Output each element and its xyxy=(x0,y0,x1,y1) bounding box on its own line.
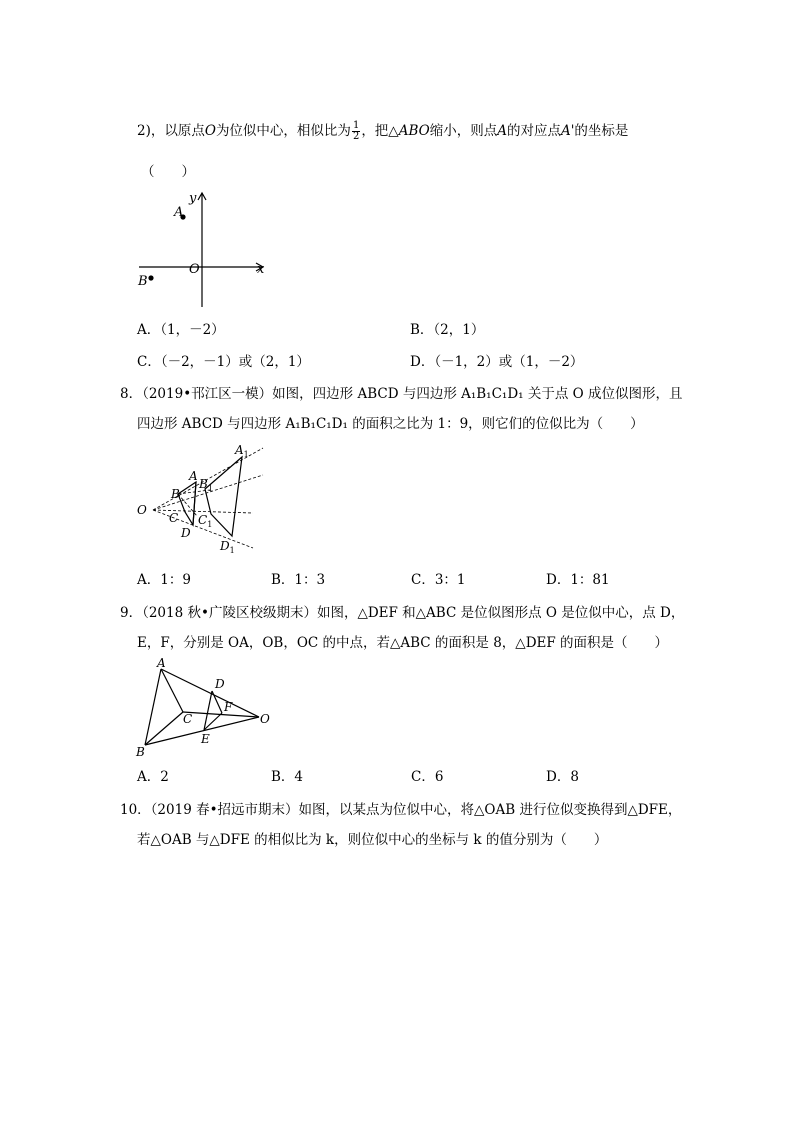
label-b1-sub: 1 xyxy=(207,484,213,493)
fraction-numerator: 1 xyxy=(352,120,360,131)
q7-text-aprime: A' xyxy=(560,123,575,139)
label-c: C xyxy=(183,712,193,726)
q8-line2: 四边形 ABCD 与四边形 A₁B₁C₁D₁ 的面积之比为 1：9，则它们的位似比为（ ） xyxy=(137,416,644,432)
q7-answer-paren: （ ） xyxy=(141,164,195,180)
label-b: B xyxy=(138,274,148,289)
label-o: O xyxy=(137,503,147,517)
dashed-rays xyxy=(153,448,263,548)
label-a: A xyxy=(174,205,184,220)
label-y: y xyxy=(189,191,197,206)
q7-text-abo: ABO xyxy=(398,123,430,139)
label-d: D xyxy=(215,677,225,691)
q10-line1: 10．（2019 春•招远市期末）如图，以某点为位似中心，将△OAB 进行位似变换得到△DFE， xyxy=(120,802,682,818)
q7-text-a: 2)，以原点 xyxy=(137,123,205,139)
q7-text-f: 的坐标是 xyxy=(574,123,629,139)
q8-homothety-figure xyxy=(135,440,275,560)
q9-option-d: D．8 xyxy=(546,769,579,785)
point-b xyxy=(148,275,153,280)
q7-option-b: B．（2，1） xyxy=(410,322,485,338)
q8-option-b: B．1：3 xyxy=(271,572,326,588)
q7-text-a2: A xyxy=(497,123,507,139)
label-b1 xyxy=(198,477,213,493)
q7-text-b: 为位似中心，相似比为 xyxy=(215,123,351,139)
label-c1 xyxy=(198,513,212,529)
label-f: F xyxy=(224,700,233,714)
triangle-def xyxy=(204,691,222,730)
label-e: E xyxy=(201,732,210,746)
q8-option-d: D．1：81 xyxy=(546,572,610,588)
label-c1-sub: 1 xyxy=(207,520,213,529)
q7-text-c: ，把△ xyxy=(361,123,399,139)
label-d1 xyxy=(219,539,235,555)
q9-homothety-figure xyxy=(135,655,285,765)
q9-line2: E，F，分别是 OA，OB，OC 的中点，若△ABC 的面积是 8，△DEF 的面积是（ ） xyxy=(137,635,669,651)
label-d1-letter: D xyxy=(220,539,230,553)
label-b: B xyxy=(136,745,145,759)
q9-option-c: C．6 xyxy=(411,769,444,785)
label-c: C xyxy=(169,511,179,525)
fraction-denominator: 2 xyxy=(352,131,360,142)
q10-line2: 若△OAB 与△DFE 的相似比为 k，则位似中心的坐标与 k 的值分别为（ ） xyxy=(137,832,608,848)
q7-text-d: 缩小，则点 xyxy=(429,123,498,139)
q9-option-a: A．2 xyxy=(137,769,169,785)
label-d: D xyxy=(181,526,191,540)
label-o: O xyxy=(260,712,270,726)
q8-option-a: A．1：9 xyxy=(137,572,191,588)
q9-line1: 9．（2018 秋•广陵区校级期末）如图，△DEF 和△ABC 是位似图形点 O 是位似中心，点 D， xyxy=(120,605,685,621)
q7-text-e: 的对应点 xyxy=(506,123,561,139)
label-a1 xyxy=(234,443,249,459)
segment-a-d xyxy=(193,482,196,525)
q7-coordinate-figure xyxy=(135,185,275,315)
label-a1-sub: 1 xyxy=(243,450,249,459)
label-d1-sub: 1 xyxy=(229,546,235,555)
label-a1-letter: A xyxy=(235,443,244,457)
q7-option-a: A．（1，－2） xyxy=(137,322,225,338)
q8-line1: 8．（2019•邗江区一模）如图，四边形 ABCD 与四边形 A₁B₁C₁D₁ 关于点 O 成位似图形，且 xyxy=(120,386,683,402)
q7-text-o: O xyxy=(204,123,216,139)
label-c1-letter: C xyxy=(198,513,208,527)
q8-option-c: C．3：1 xyxy=(411,572,466,588)
q9-option-b: B．4 xyxy=(271,769,304,785)
q7-option-d: D．（－1，2）或（1，－2） xyxy=(410,354,584,370)
label-b: B xyxy=(171,487,180,501)
ratio-fraction xyxy=(352,121,360,142)
q7-option-c: C．（－2，－1）或（2，1） xyxy=(137,354,310,370)
label-o: O xyxy=(189,262,200,277)
label-x: x xyxy=(257,262,265,277)
label-a: A xyxy=(189,469,198,483)
label-b1-letter: B xyxy=(199,477,208,491)
triangle-abc xyxy=(145,669,183,745)
label-a: A xyxy=(157,656,166,670)
q7-line1 xyxy=(137,121,628,142)
